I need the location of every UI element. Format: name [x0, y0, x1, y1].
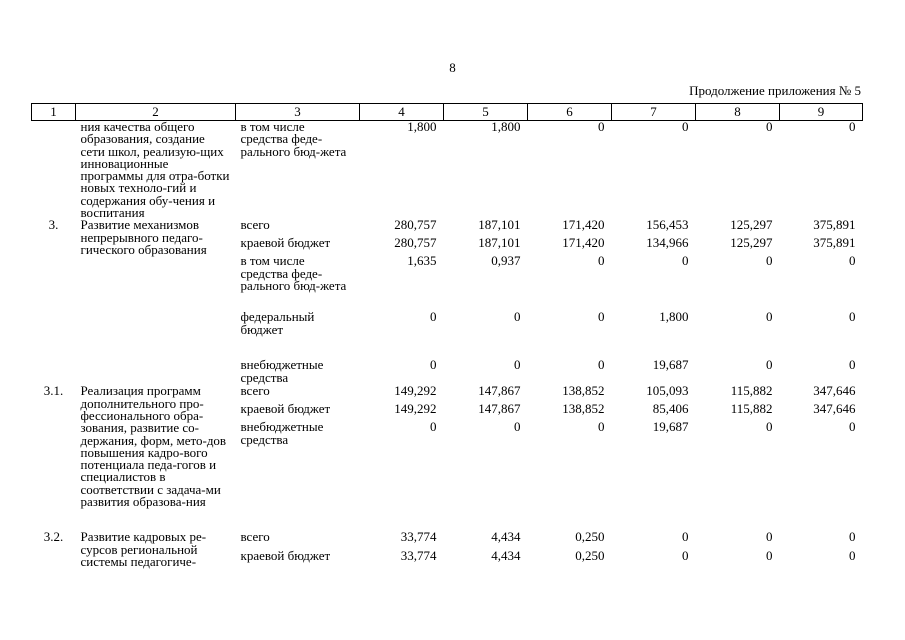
amount-cell: 0: [766, 529, 773, 545]
amount-cell: 0: [598, 419, 605, 435]
amount-cell: 0: [430, 419, 437, 435]
amount-cell: 0: [849, 529, 856, 545]
amount-cell: 0: [598, 357, 605, 373]
amount-cell: 0: [849, 309, 856, 325]
amount-cell: 0: [766, 309, 773, 325]
amount-cell: 125,297: [730, 217, 773, 233]
funding-source: всего: [240, 383, 270, 399]
amount-cell: 0: [598, 309, 605, 325]
header-cell: 7: [612, 104, 696, 121]
header-cell: 1: [32, 104, 76, 121]
amount-cell: 1,800: [659, 309, 689, 325]
amount-cell: 0: [598, 253, 605, 269]
amount-cell: 147,867: [478, 383, 521, 399]
funding-source: в том числе средства феде-рального бюд-жета: [240, 253, 347, 293]
item-description: Реализация программ дополнительного про-фессионального обра-зования, развитие со-держания, форм, мето-дов повышения кадро-вого потенциала педа-гогов и специалистов в соответствии с задача-ми развития образова-ния: [80, 383, 227, 510]
amount-cell: 171,420: [562, 217, 605, 233]
header-cell: 4: [360, 104, 444, 121]
item-description: Развитие кадровых ре-сурсов региональной системы педагогиче-: [80, 529, 207, 569]
header-cell: 6: [528, 104, 612, 121]
amount-cell: 187,101: [478, 235, 521, 251]
table-row: [32, 121, 863, 220]
amount-cell: 115,882: [730, 401, 773, 417]
amount-cell: 280,757: [394, 217, 437, 233]
amount-cell: 0: [849, 357, 856, 373]
amount-cell: 0,250: [575, 547, 605, 563]
amount-cell: 4,434: [491, 529, 521, 545]
amount-cell: 347,646: [813, 401, 856, 417]
amount-cell: 0: [430, 357, 437, 373]
appendix-note: Продолжение приложения № 5: [689, 83, 861, 98]
amount-cell: 0: [766, 119, 773, 134]
amount-cell: 156,453: [646, 217, 689, 233]
amount-cell: 0: [682, 253, 689, 269]
amount-cell: 33,774: [400, 547, 437, 563]
amount-cell: 19,687: [652, 419, 689, 435]
amount-cell: 0: [766, 419, 773, 435]
amount-cell: 125,297: [730, 235, 773, 251]
page-number: 8: [449, 60, 456, 75]
amount-cell: 138,852: [562, 383, 605, 399]
funding-source: федеральный бюджет: [240, 309, 315, 337]
item-description: ния качества общего образования, создание сети школ, реализую-щих инновационные программы для отра-ботки новых техноло-гий и содержания обу-чения и воспитания: [80, 119, 230, 221]
amount-cell: 0,250: [575, 529, 605, 545]
funding-source: всего: [240, 217, 270, 233]
amount-cell: 280,757: [394, 235, 437, 251]
amount-cell: 0: [766, 253, 773, 269]
amount-cell: 0: [514, 419, 521, 435]
amount-cell: 0: [849, 253, 856, 269]
amount-cell: 0: [514, 357, 521, 373]
item-number: 3.2.: [43, 529, 64, 545]
amount-cell: 0: [514, 309, 521, 325]
amount-cell: 375,891: [813, 235, 856, 251]
amount-cell: 19,687: [652, 357, 689, 373]
amount-cell: 0,937: [491, 253, 521, 269]
budget-table: [31, 103, 863, 568]
funding-source: краевой бюджет: [240, 235, 331, 251]
amount-cell: 0: [766, 357, 773, 373]
amount-cell: 0: [766, 547, 773, 563]
amount-cell: 149,292: [394, 401, 437, 417]
amount-cell: 0: [430, 309, 437, 325]
amount-cell: 138,852: [562, 401, 605, 417]
amount-cell: 0: [598, 119, 605, 134]
amount-cell: 347,646: [813, 383, 856, 399]
funding-source: внебюджетные средства: [240, 419, 324, 447]
amount-cell: 0: [849, 119, 856, 134]
amount-cell: 1,635: [407, 253, 437, 269]
amount-cell: 0: [682, 547, 689, 563]
funding-source: внебюджетные средства: [240, 357, 324, 385]
header-cell: 8: [696, 104, 780, 121]
amount-cell: 1,800: [407, 119, 437, 134]
header-cell: 9: [780, 104, 863, 121]
funding-source: в том числе средства феде-рального бюд-жета: [240, 119, 347, 159]
amount-cell: 375,891: [813, 217, 856, 233]
amount-cell: 0: [682, 119, 689, 134]
amount-cell: 0: [682, 529, 689, 545]
item-description: Развитие механизмов непрерывного педаго-гического образования: [80, 217, 207, 257]
amount-cell: 105,093: [646, 383, 689, 399]
amount-cell: 0: [849, 547, 856, 563]
header-cell: 5: [444, 104, 528, 121]
funding-source: всего: [240, 529, 270, 545]
amount-cell: 149,292: [394, 383, 437, 399]
item-number: 3.1.: [43, 383, 64, 399]
table-row: [32, 531, 863, 549]
item-number: [32, 121, 76, 220]
amount-cell: 85,406: [652, 401, 689, 417]
column-number-row: [32, 104, 863, 121]
item-number: 3.: [48, 217, 59, 233]
funding-source: краевой бюджет: [240, 401, 331, 417]
header-cell: 3: [236, 104, 360, 121]
header-cell: 2: [76, 104, 236, 121]
amount-cell: 0: [849, 419, 856, 435]
funding-source: краевой бюджет: [240, 547, 331, 563]
amount-cell: 115,882: [730, 383, 773, 399]
amount-cell: 134,966: [646, 235, 689, 251]
amount-cell: 4,434: [491, 547, 521, 563]
amount-cell: 171,420: [562, 235, 605, 251]
amount-cell: 1,800: [491, 119, 521, 134]
amount-cell: 147,867: [478, 401, 521, 417]
amount-cell: 187,101: [478, 217, 521, 233]
amount-cell: 33,774: [400, 529, 437, 545]
